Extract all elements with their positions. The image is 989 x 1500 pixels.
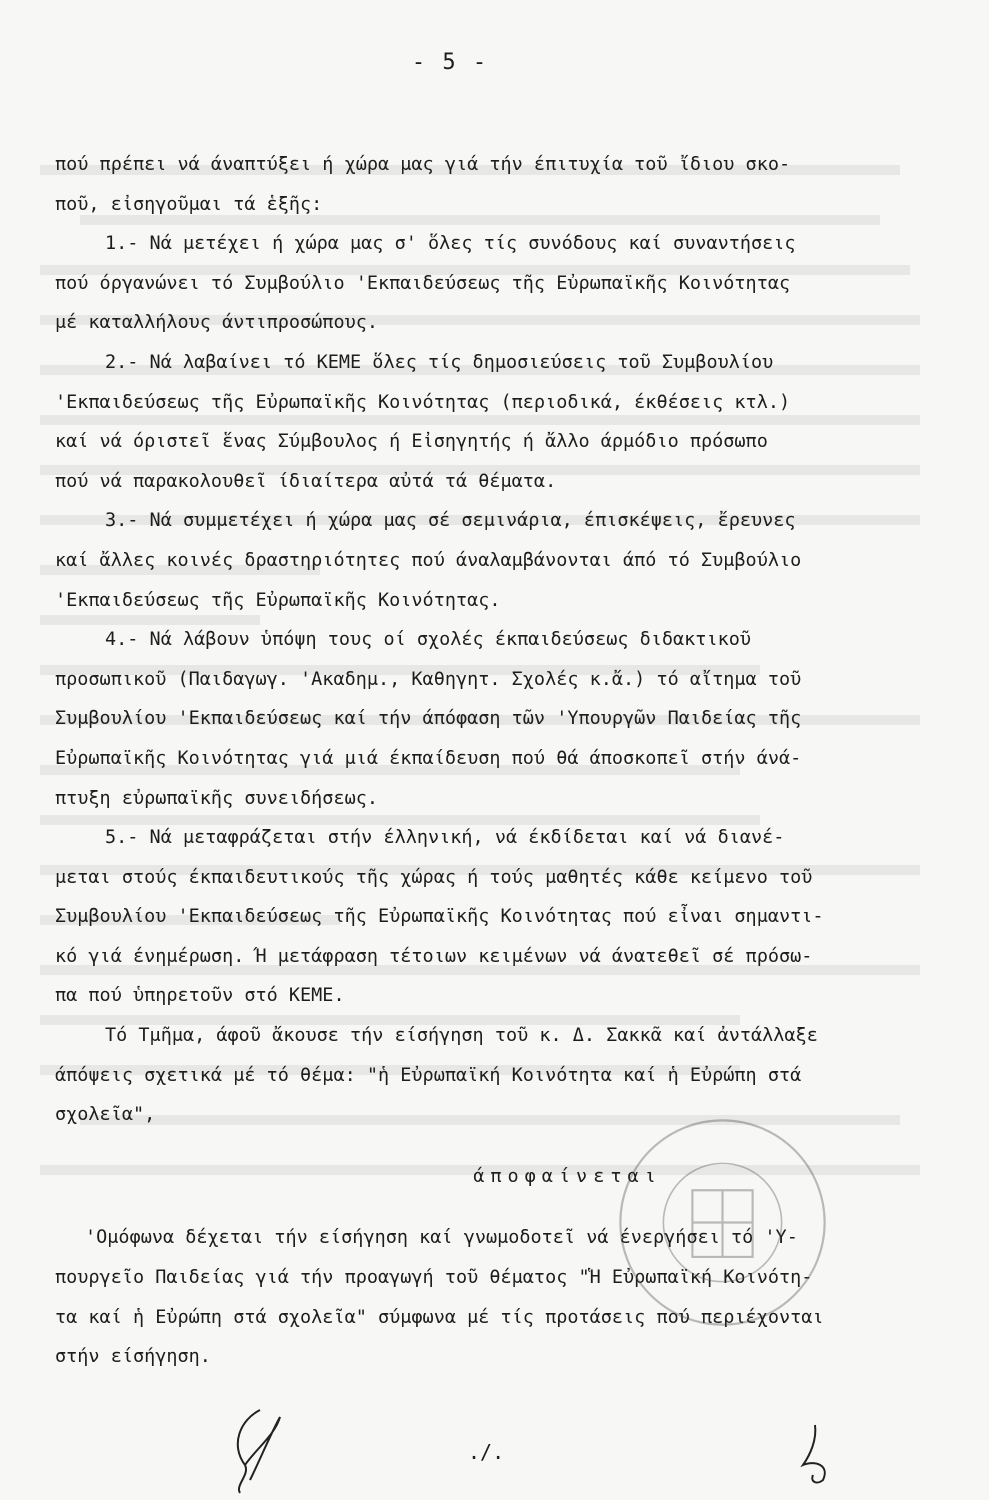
paragraph-item-1: 1.- Νά μετέχει ή χώρα μας σ' ὅλες τίς συνόδους καί συναντήσεις πού όργανώνει τό Συμβούλιο 'Εκπαιδεύσεως τῆς Εὐρωπαϊκῆς Κοινότητας μέ καταλλήλους άντιπροσώπους.: [55, 233, 796, 334]
paragraph-section-deliberation: Τό Τμῆμα, άφοῦ ἄκουσε τήν είσήγηση τοῦ κ. Δ. Σακκᾶ καί ἀντάλλαξε άπόψεις σχετικά μέ τό θέμα: "ἡ Εὐρωπαϊκή Κοινότητα καί ἡ Εὐρώπη στά σχολεῖα",: [55, 1025, 818, 1126]
paragraph-intro: πού πρέπει νά άναπτύξει ή χώρα μας γιά τήν έπιτυχία τοῦ ἴδιου σκο- ποῦ, εἰσηγοῦμαι τά ἑξῆς:: [55, 154, 791, 215]
paragraph-item-5: 5.- Νά μεταφράζεται στήν έλληνική, νά έκδίδεται καί νά διανέ- μεται στούς έκπαιδευτικούς τῆς χώρας ή τούς μαθητές κάθε κείμενο τοῦ Συμβουλίου 'Εκπαιδεύσεως τῆς Εὐρωπαϊκῆς Κοινότητας πού εἶναι σημαντι- κό γιά ένημέρωση. Ή μετάφραση τέτοιων κειμένων νά άνατεθεῖ σέ πρόσω- πα πού ὑπηρετοῦν στό ΚΕΜΕ.: [55, 827, 824, 1007]
paragraph-item-2: 2.- Νά λαβαίνει τό ΚΕΜΕ ὅλες τίς δημοσιεύσεις τοῦ Συμβουλίου 'Εκπαιδεύσεως τῆς Εὐρωπαϊκῆς Κοινότητας (περιοδικά, έκθέσεις κτλ.) καί νά όριστεῖ ἕνας Σύμβουλος ή Εἰσηγητής ή ἄλλο άρμόδιο πρόσωπο πού νά παρακολουθεῖ ίδιαίτερα αὐτά τά θέματα.: [55, 351, 791, 492]
paragraph-item-3: 3.- Νά συμμετέχει ή χώρα μας σέ σεμινάρια, έπισκέψεις, ἔρευνες καί ἄλλες κοινές δραστηριότητες πού άναλαμβάνονται άπό τό Συμβούλιο 'Εκπαιδεύσεως τῆς Εὐρωπαϊκῆς Κοινότητας.: [55, 510, 802, 611]
signature-left: [220, 1405, 290, 1495]
official-stamp: [615, 1115, 830, 1330]
signature-right: [795, 1420, 845, 1490]
decision-heading: άποφαίνεται: [473, 1165, 662, 1187]
page-number: - 5 -: [411, 50, 489, 75]
paragraph-decision: 'Ομόφωνα δέχεται τήν είσήγηση καί γνωμοδοτεῖ νά ένεργήσει τό 'Υ- πουργεῖο Παιδείας γιά τήν προαγωγή τοῦ θέματος "Ἡ Εὐρωπαϊκή Κοινότη- τα καί ἡ Εὐρώπη στά σχολεῖα" σύμφωνα μέ τίς προτάσεις πού περιέχονται στήν είσήγηση.: [55, 1227, 824, 1368]
continuation-mark: ./.: [468, 1440, 505, 1464]
paragraph-item-4: 4.- Νά λάβουν ὑπόψη τους οί σχολές έκπαιδεύσεως διδακτικοῦ προσωπικοῦ (Παιδαγωγ. 'Ακαδημ., Καθηγητ. Σχολές κ.ἄ.) τό αἴτημα τοῦ Συμβουλίου 'Εκπαιδεύσεως καί τήν άπόφαση τῶν 'Υπουργῶν Παιδείας τῆς Εὐρωπαϊκῆς Κοινότητας γιά μιά έκπαίδευση πού θά άποσκοπεῖ στήν άνά- πτυξη εὐρωπαϊκῆς συνειδήσεως.: [55, 629, 802, 809]
